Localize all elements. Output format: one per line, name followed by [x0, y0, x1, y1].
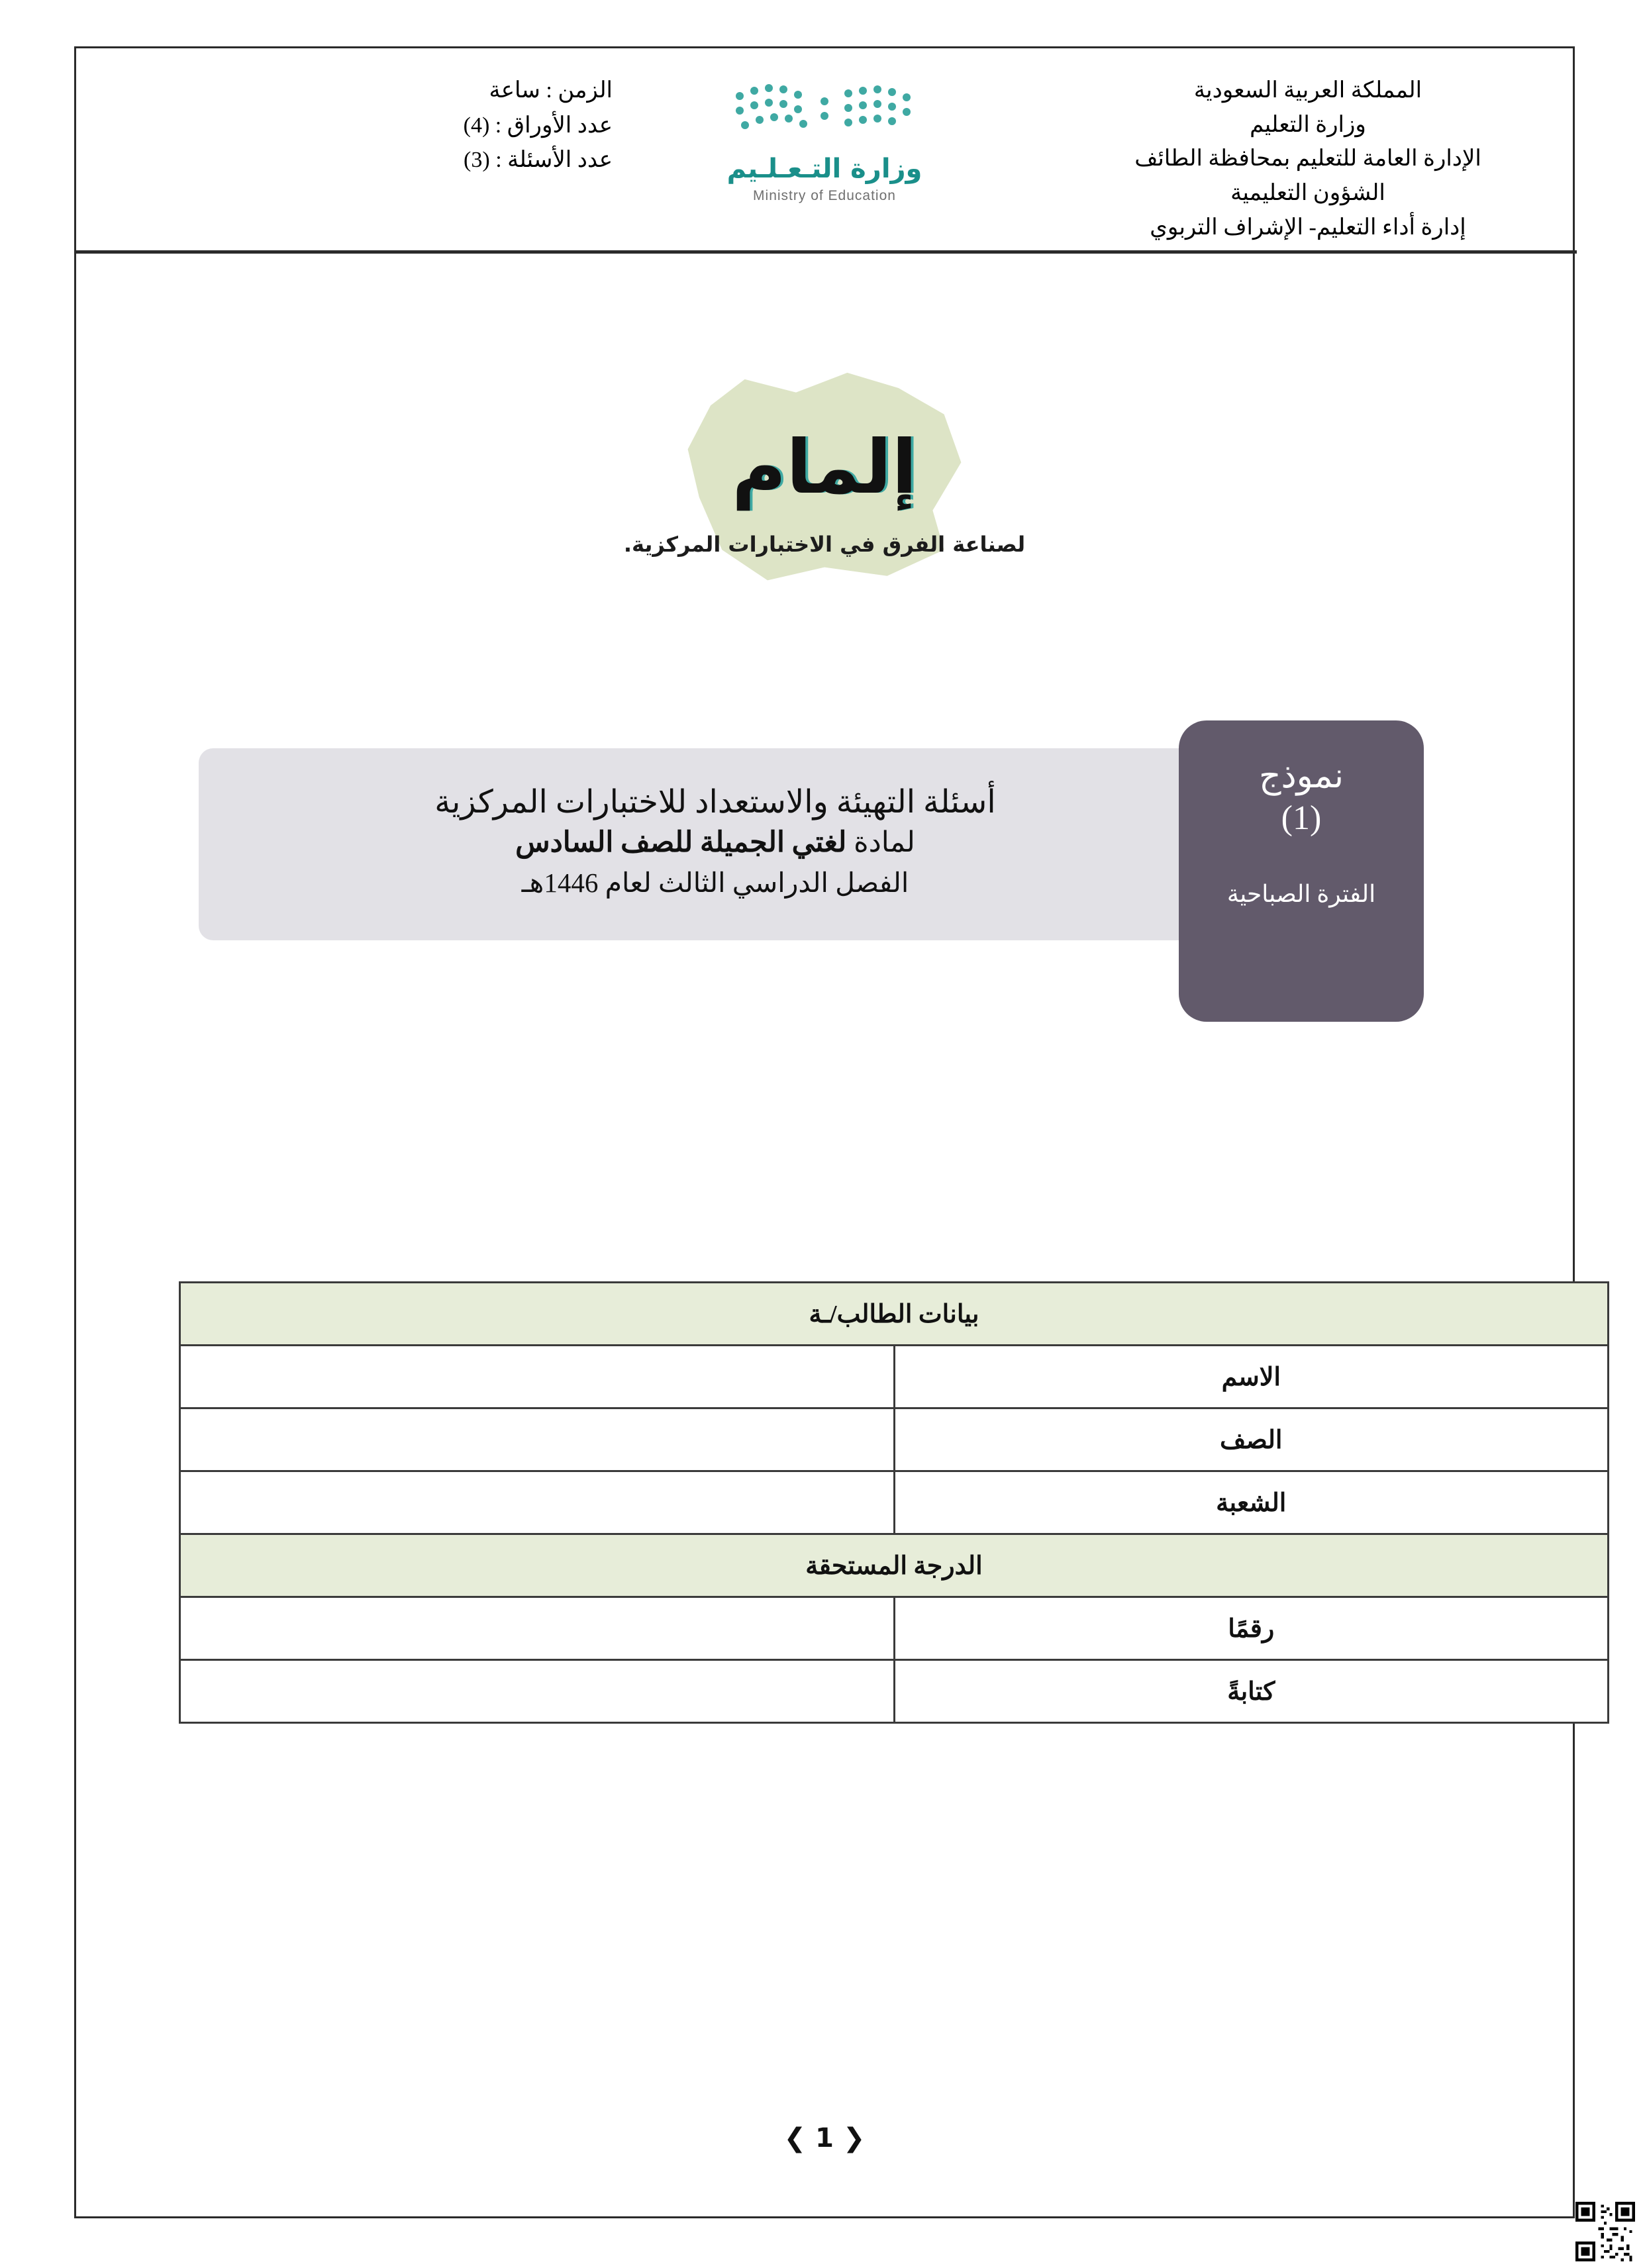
moe-logo-subtitle: Ministry of Education — [753, 188, 896, 203]
score-written-label: كتابةً — [894, 1660, 1609, 1723]
table-row — [180, 1660, 1609, 1723]
score-written-input[interactable] — [180, 1660, 895, 1723]
table-row — [180, 1283, 1609, 1346]
exam-title-line-3: الفصل الدراسي الثالث لعام 1446هـ — [521, 867, 909, 899]
address-line-5: إدارة أداء التعليم- الإشراف التربوي — [1150, 215, 1466, 240]
address-line-4: الشؤون التعليمية — [1230, 181, 1385, 206]
table-row — [180, 1597, 1609, 1660]
table-row — [180, 1534, 1609, 1597]
table-row — [180, 1408, 1609, 1471]
student-info-table — [179, 1281, 1609, 1724]
earned-score-header: الدرجة المستحقة — [180, 1534, 1609, 1597]
model-number: (1) — [1281, 799, 1322, 837]
subject-name: لغتي الجميلة للصف السادس — [515, 827, 847, 858]
student-section-label: الشعبة — [894, 1471, 1609, 1534]
exam-title-band — [199, 748, 1232, 940]
exam-title-line-2 — [199, 822, 1232, 863]
exam-questions-count: عدد الأسئلة : (3) — [464, 148, 613, 173]
brand-title: إلمام — [732, 424, 917, 511]
ministry-address-block — [1070, 74, 1546, 244]
score-numeric-label: رقمًا — [894, 1597, 1609, 1660]
moe-dots-icon — [725, 75, 924, 148]
model-period: الفترة الصباحية — [1226, 881, 1376, 908]
exam-page — [74, 46, 1575, 2218]
table-row — [180, 1471, 1609, 1534]
address-line-3: الإدارة العامة للتعليم بمحافظة الطائف — [1134, 146, 1481, 172]
exam-title-line-1: أسئلة التهيئة والاستعداد للاختبارات المركزية — [434, 785, 996, 820]
student-section-input[interactable] — [180, 1471, 895, 1534]
exam-title-block — [199, 720, 1450, 939]
model-label: نموذج — [1258, 758, 1344, 795]
subject-prefix: لمادة — [846, 827, 915, 858]
table-row — [180, 1346, 1609, 1408]
brand-tagline: لصناعة الفرق في الاختبارات المركزية. — [623, 532, 1026, 557]
page-header — [76, 48, 1573, 250]
elmam-brand — [613, 313, 1036, 605]
address-line-1: المملكة العربية السعودية — [1193, 78, 1422, 103]
exam-meta-block — [109, 74, 613, 178]
student-name-label: الاسم — [894, 1346, 1609, 1408]
student-name-input[interactable] — [180, 1346, 895, 1408]
exam-duration: الزمن : ساعة — [489, 78, 613, 103]
qr-code-icon — [1575, 2202, 1635, 2261]
ministry-of-education-logo — [699, 75, 950, 221]
student-grade-input[interactable] — [180, 1408, 895, 1471]
student-info-header: بيانات الطالب/ـة — [180, 1283, 1609, 1346]
page-number: ❮ 1 ❯ — [783, 2123, 866, 2153]
address-line-2: وزارة التعليم — [1250, 112, 1366, 137]
exam-pages-count: عدد الأوراق : (4) — [463, 113, 613, 138]
student-grade-label: الصف — [894, 1408, 1609, 1471]
score-numeric-input[interactable] — [180, 1597, 895, 1660]
header-divider — [76, 250, 1577, 254]
moe-logo-word: وزارة التـعـلـيم — [726, 154, 922, 184]
model-badge — [1179, 720, 1424, 1022]
